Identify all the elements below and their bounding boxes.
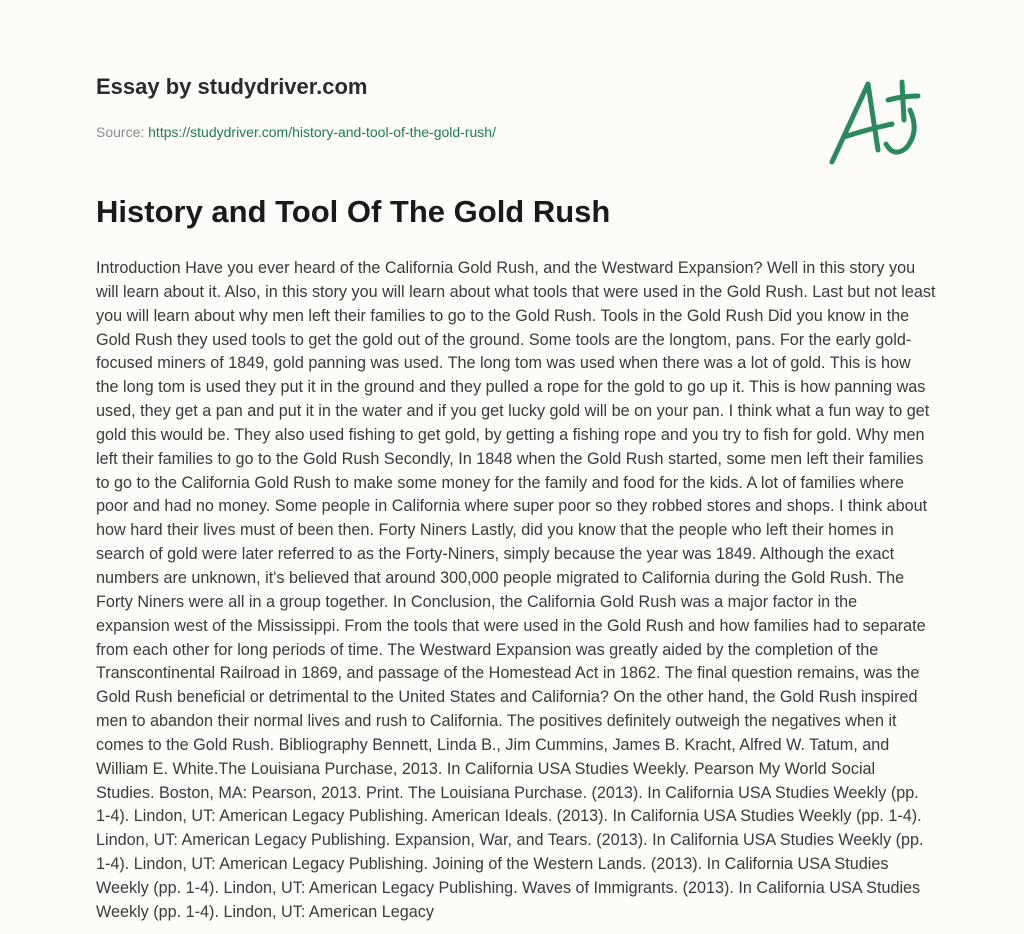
essay-line: gold this would be. They also used fishing to get gold, by getting a fishing rope and you try to fish for gold. Why men [96,425,925,444]
source-label: Source: [96,124,145,140]
essay-line: Studies. Boston, MA: Pearson, 2013. Print. The Louisiana Purchase. (2013). In California USA Studies Weekly (pp. [96,783,919,802]
essay-body [96,257,936,925]
essay-line: how hard their lives must of been then. Forty Niners Lastly, did you know that the people who left their homes in [96,521,894,540]
source-line [96,124,496,140]
essay-line: left their families to go to the Gold Rush Secondly, In 1848 when the Gold Rush started, some men left their families [96,449,924,468]
essay-line: to go to the California Gold Rush to make some money for the family and food for the kids. A lot of families where [96,473,904,492]
essay-line: expansion west of the Mississippi. From the tools that were used in the Gold Rush and how families had to separate [96,616,926,635]
essay-line: Transcontinental Railroad in 1869, and passage of the Homestead Act in 1862. The final question remains, was the [96,664,920,683]
essay-line: Forty Niners were all in a group together. In Conclusion, the California Gold Rush was a major factor in the [96,592,858,611]
essay-line: William E. White.The Louisiana Purchase, 2013. In California USA Studies Weekly. Pearson My World Social [96,759,876,778]
essay-line: numbers are unknown, it's believed that around 300,000 people migrated to California during the Gold Rush. The [96,568,905,587]
essay-line: search of gold were later referred to as the Forty-Niners, simply because the year was 1849. Although the exact [96,545,895,564]
essay-line: Weekly (pp. 1-4). Lindon, UT: American Legacy [96,902,434,921]
essay-line: 1-4). Lindon, UT: American Legacy Publishing. Joining of the Western Lands. (2013). In California USA Studies [96,855,889,874]
essay-line: you will learn about why men left their families to go to the Gold Rush. Tools in the Gold Rush Did you know in the [96,306,910,325]
essay-line: poor and had no money. Some people in California where super poor so they robbed stores and shops. I think about [96,497,928,516]
essay-line: comes to the Gold Rush. Bibliography Bennett, Linda B., Jim Cummins, James B. Kracht, Alfred W. Tatum, and [96,735,890,754]
essay-line: Lindon, UT: American Legacy Publishing. Expansion, War, and Tears. (2013). In California USA Studies Weekly (pp. [96,831,924,850]
essay-line: used, they get a pan and put it in the water and if you get lucky gold will be on your pan. I think what a fun way to get [96,402,930,421]
essay-line: the long tom is used they put it in the ground and they pulled a rope for the gold to go up it. This is how panning was [96,378,926,397]
essay-line: Introduction Have you ever heard of the California Gold Rush, and the Westward Expansion? Well in this story you [96,259,916,277]
source-link[interactable]: https://studydriver.com/history-and-tool-of-the-gold-rush/ [148,124,496,140]
essay-line: will learn about it. Also, in this story you will learn about what tools that were used in the Gold Rush. Last but not least [96,282,936,301]
essay-line: men to abandon their normal lives and rush to California. The positives definitely outweigh the negatives when it [96,712,897,731]
essay-line: 1-4). Lindon, UT: American Legacy Publishing. American Ideals. (2013). In California USA Studies Weekly (pp. 1-4). [96,807,922,826]
a-plus-logo-icon [820,62,930,172]
site-title: Essay by studydriver.com [96,74,368,99]
essay-line: Gold Rush beneficial or detrimental to the United States and California? On the other hand, the Gold Rush inspired [96,688,918,707]
essay-line: focused miners of 1849, gold panning was used. The long tom was used when there was a lot of gold. This is how [96,354,911,373]
essay-title: History and Tool Of The Gold Rush [96,194,611,229]
essay-line: Weekly (pp. 1-4). Lindon, UT: American Legacy Publishing. Waves of Immigrants. (2013). In California USA Studies [96,878,921,897]
essay-line: from each other for long periods of time. The Westward Expansion was greatly aided by the completion of the [96,640,879,659]
essay-line: Gold Rush they used tools to get the gold out of the ground. Some tools are the longtom, pans. For the early gold- [96,330,912,349]
